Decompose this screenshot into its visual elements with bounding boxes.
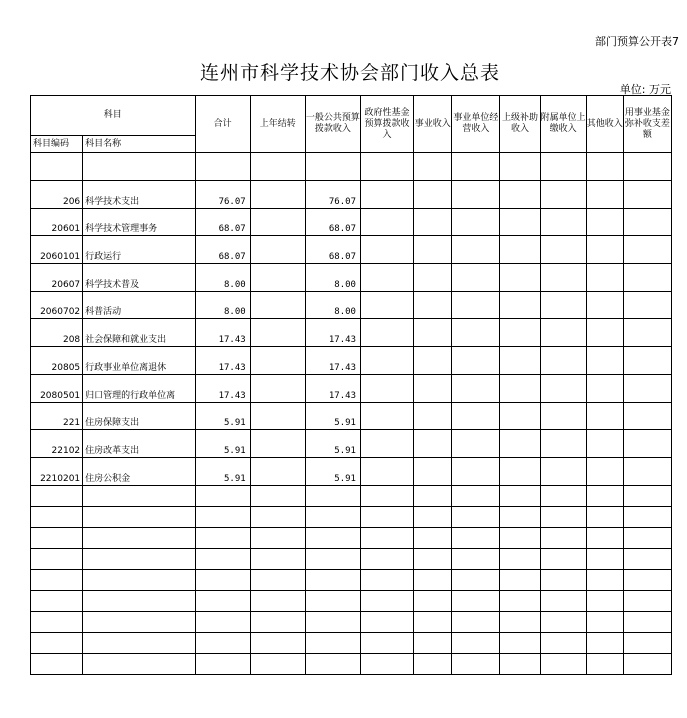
table-cell — [500, 590, 540, 611]
table-cell — [586, 264, 623, 292]
table-cell — [414, 485, 452, 506]
table-cell — [452, 653, 500, 674]
empty-row — [31, 611, 672, 632]
table-cell — [500, 208, 540, 236]
subject-code-header: 科目编码 — [31, 136, 83, 153]
table-cell — [500, 653, 540, 674]
table-row — [31, 264, 672, 292]
table-cell — [586, 590, 623, 611]
table-cell — [540, 181, 586, 209]
table-cell — [540, 291, 586, 319]
spacer-row — [31, 153, 672, 181]
table-cell — [360, 402, 413, 430]
general-budget-cell: 8.00 — [305, 291, 360, 319]
table-cell — [414, 153, 452, 181]
table-cell — [540, 347, 586, 375]
table-cell — [623, 548, 671, 569]
carryover-cell — [250, 236, 305, 264]
total-cell: 5.91 — [195, 457, 250, 485]
table-cell — [623, 457, 671, 485]
subject-name-header: 科目名称 — [83, 136, 195, 153]
column-header-operating-income: 事业单位经营收入 — [452, 96, 500, 153]
table-cell — [195, 590, 250, 611]
column-header-total: 合计 — [195, 96, 250, 153]
table-cell — [623, 236, 671, 264]
table-cell — [540, 319, 586, 347]
income-summary-table — [30, 95, 672, 675]
table-cell — [586, 181, 623, 209]
table-cell — [540, 208, 586, 236]
general-budget-cell: 17.43 — [305, 319, 360, 347]
table-cell — [586, 291, 623, 319]
table-cell — [31, 590, 83, 611]
table-cell — [500, 457, 540, 485]
table-cell — [414, 236, 452, 264]
general-budget-cell: 8.00 — [305, 264, 360, 292]
carryover-cell — [250, 430, 305, 458]
general-budget-cell: 5.91 — [305, 402, 360, 430]
table-cell — [305, 653, 360, 674]
table-cell — [452, 153, 500, 181]
table-cell — [360, 374, 413, 402]
subject-code-cell: 2060101 — [31, 236, 83, 264]
table-cell — [195, 153, 250, 181]
table-cell — [623, 181, 671, 209]
table-cell — [623, 264, 671, 292]
table-cell — [452, 374, 500, 402]
table-cell — [83, 485, 195, 506]
table-cell — [360, 548, 413, 569]
carryover-cell — [250, 208, 305, 236]
table-cell — [195, 548, 250, 569]
table-cell — [586, 208, 623, 236]
general-budget-cell: 5.91 — [305, 457, 360, 485]
table-cell — [195, 653, 250, 674]
table-cell — [540, 457, 586, 485]
table-cell — [414, 430, 452, 458]
empty-row — [31, 653, 672, 674]
table-cell — [586, 485, 623, 506]
table-cell — [540, 548, 586, 569]
table-cell — [360, 430, 413, 458]
table-cell — [586, 236, 623, 264]
table-cell — [586, 548, 623, 569]
table-cell — [360, 291, 413, 319]
table-cell — [586, 430, 623, 458]
table-cell — [586, 527, 623, 548]
subject-name-cell: 社会保障和就业支出 — [83, 319, 195, 347]
table-cell — [500, 264, 540, 292]
column-header-other-income: 其他收入 — [586, 96, 623, 153]
table-cell — [195, 506, 250, 527]
table-cell — [452, 291, 500, 319]
table-cell — [31, 611, 83, 632]
table-cell — [305, 611, 360, 632]
table-cell — [586, 347, 623, 375]
table-cell — [452, 527, 500, 548]
table-cell — [500, 402, 540, 430]
table-cell — [31, 548, 83, 569]
table-cell — [540, 264, 586, 292]
column-header-fund-budget: 政府性基金预算拨款收入 — [360, 96, 413, 153]
subject-code-cell: 22102 — [31, 430, 83, 458]
table-cell — [83, 611, 195, 632]
subject-name-cell: 住房保障支出 — [83, 402, 195, 430]
table-row — [31, 291, 672, 319]
table-cell — [414, 402, 452, 430]
table-cell — [360, 264, 413, 292]
table-cell — [500, 569, 540, 590]
column-header-business-income: 事业收入 — [414, 96, 452, 153]
table-cell — [623, 653, 671, 674]
subject-name-cell: 科学技术支出 — [83, 181, 195, 209]
table-cell — [500, 548, 540, 569]
table-cell — [623, 347, 671, 375]
table-cell — [83, 527, 195, 548]
table-cell — [414, 457, 452, 485]
table-cell — [623, 153, 671, 181]
general-budget-cell: 68.07 — [305, 208, 360, 236]
table-cell — [586, 569, 623, 590]
table-row — [31, 374, 672, 402]
table-cell — [452, 181, 500, 209]
total-cell: 76.07 — [195, 181, 250, 209]
subject-name-cell: 行政事业单位离退休 — [83, 347, 195, 375]
table-cell — [360, 569, 413, 590]
table-cell — [83, 590, 195, 611]
table-cell — [500, 291, 540, 319]
column-header-affiliated-payment: 附属单位上缴收入 — [540, 96, 586, 153]
table-cell — [83, 653, 195, 674]
table-row — [31, 236, 672, 264]
table-cell — [31, 485, 83, 506]
table-cell — [623, 590, 671, 611]
table-cell — [586, 632, 623, 653]
table-cell — [31, 506, 83, 527]
page-title: 连州市科学技术协会部门收入总表 — [199, 62, 500, 84]
table-row — [31, 457, 672, 485]
subject-name-cell: 科学技术管理事务 — [83, 208, 195, 236]
table-cell — [83, 632, 195, 653]
table-cell — [452, 347, 500, 375]
table-cell — [360, 527, 413, 548]
table-row — [31, 181, 672, 209]
table-cell — [250, 485, 305, 506]
total-cell: 8.00 — [195, 264, 250, 292]
table-cell — [250, 653, 305, 674]
table-cell — [452, 402, 500, 430]
subject-code-cell: 206 — [31, 181, 83, 209]
table-cell — [623, 485, 671, 506]
table-cell — [360, 153, 413, 181]
table-cell — [500, 236, 540, 264]
table-cell — [540, 430, 586, 458]
table-cell — [195, 485, 250, 506]
table-cell — [540, 153, 586, 181]
table-cell — [360, 347, 413, 375]
table-cell — [83, 153, 195, 181]
table-cell — [360, 319, 413, 347]
table-cell — [31, 569, 83, 590]
table-cell — [623, 632, 671, 653]
table-cell — [414, 590, 452, 611]
table-cell — [586, 153, 623, 181]
table-cell — [414, 569, 452, 590]
table-cell — [500, 374, 540, 402]
table-cell — [31, 153, 83, 181]
form-number-label: 部门预算公开表7 — [595, 35, 679, 48]
table-cell — [360, 485, 413, 506]
table-cell — [623, 402, 671, 430]
table-cell — [500, 506, 540, 527]
total-cell: 68.07 — [195, 236, 250, 264]
table-cell — [414, 527, 452, 548]
table-cell — [500, 347, 540, 375]
table-cell — [414, 181, 452, 209]
table-cell — [586, 457, 623, 485]
table-cell — [414, 548, 452, 569]
table-cell — [250, 632, 305, 653]
total-cell: 8.00 — [195, 291, 250, 319]
subject-code-cell: 221 — [31, 402, 83, 430]
table-cell — [452, 430, 500, 458]
subject-name-cell: 行政运行 — [83, 236, 195, 264]
table-cell — [623, 291, 671, 319]
table-cell — [452, 611, 500, 632]
table-cell — [540, 590, 586, 611]
table-cell — [586, 319, 623, 347]
table-cell — [586, 653, 623, 674]
table-cell — [360, 590, 413, 611]
carryover-cell — [250, 457, 305, 485]
table-cell — [250, 611, 305, 632]
table-cell — [623, 374, 671, 402]
table-cell — [414, 264, 452, 292]
table-cell — [623, 527, 671, 548]
table-cell — [500, 319, 540, 347]
table-cell — [540, 653, 586, 674]
table-cell — [195, 632, 250, 653]
table-cell — [586, 611, 623, 632]
empty-row — [31, 590, 672, 611]
table-cell — [540, 569, 586, 590]
table-cell — [452, 485, 500, 506]
subject-code-cell: 20607 — [31, 264, 83, 292]
table-cell — [414, 374, 452, 402]
table-cell — [586, 506, 623, 527]
table-cell — [414, 506, 452, 527]
table-cell — [360, 181, 413, 209]
table-cell — [452, 590, 500, 611]
table-cell — [83, 548, 195, 569]
table-cell — [414, 632, 452, 653]
table-cell — [305, 485, 360, 506]
table-cell — [623, 569, 671, 590]
subject-name-cell: 住房改革支出 — [83, 430, 195, 458]
table-cell — [540, 402, 586, 430]
carryover-cell — [250, 347, 305, 375]
empty-row — [31, 485, 672, 506]
total-cell: 5.91 — [195, 402, 250, 430]
table-cell — [250, 527, 305, 548]
table-row — [31, 402, 672, 430]
table-cell — [414, 653, 452, 674]
empty-row — [31, 569, 672, 590]
table-cell — [500, 181, 540, 209]
carryover-cell — [250, 291, 305, 319]
total-cell: 17.43 — [195, 347, 250, 375]
table-cell — [586, 402, 623, 430]
table-cell — [414, 291, 452, 319]
table-cell — [500, 527, 540, 548]
subject-code-cell: 208 — [31, 319, 83, 347]
table-row — [31, 430, 672, 458]
subject-code-cell: 2080501 — [31, 374, 83, 402]
table-cell — [360, 611, 413, 632]
table-cell — [360, 632, 413, 653]
table-cell — [414, 319, 452, 347]
table-cell — [623, 430, 671, 458]
table-cell — [540, 506, 586, 527]
column-header-carryover: 上年结转 — [250, 96, 305, 153]
table-cell — [452, 457, 500, 485]
table-cell — [305, 569, 360, 590]
table-cell — [250, 590, 305, 611]
table-cell — [250, 548, 305, 569]
subject-code-cell: 2060702 — [31, 291, 83, 319]
table-cell — [250, 569, 305, 590]
empty-row — [31, 548, 672, 569]
table-cell — [360, 457, 413, 485]
table-cell — [540, 485, 586, 506]
subject-code-cell: 20601 — [31, 208, 83, 236]
table-cell — [305, 590, 360, 611]
table-cell — [360, 506, 413, 527]
table-cell — [452, 506, 500, 527]
unit-label: 单位: 万元 — [619, 83, 671, 96]
table-cell — [414, 208, 452, 236]
total-cell: 17.43 — [195, 374, 250, 402]
table-cell — [540, 527, 586, 548]
column-header-fund-offset: 用事业基金弥补收支差额 — [623, 96, 671, 153]
carryover-cell — [250, 264, 305, 292]
empty-row — [31, 527, 672, 548]
table-cell — [250, 506, 305, 527]
table-cell — [83, 569, 195, 590]
table-row — [31, 347, 672, 375]
header-row — [31, 96, 672, 136]
table-cell — [452, 208, 500, 236]
table-cell — [195, 569, 250, 590]
carryover-cell — [250, 319, 305, 347]
total-cell: 5.91 — [195, 430, 250, 458]
general-budget-cell: 17.43 — [305, 347, 360, 375]
table-cell — [360, 208, 413, 236]
table-cell — [31, 527, 83, 548]
table-cell — [500, 430, 540, 458]
table-cell — [540, 632, 586, 653]
table-cell — [623, 611, 671, 632]
subject-name-cell: 科普活动 — [83, 291, 195, 319]
table-cell — [623, 319, 671, 347]
table-cell — [623, 506, 671, 527]
subject-header: 科目 — [31, 96, 196, 136]
carryover-cell — [250, 374, 305, 402]
table-cell — [305, 506, 360, 527]
subject-name-cell: 科学技术普及 — [83, 264, 195, 292]
total-cell: 68.07 — [195, 208, 250, 236]
subject-code-cell: 20805 — [31, 347, 83, 375]
carryover-cell — [250, 402, 305, 430]
table-cell — [360, 653, 413, 674]
empty-row — [31, 506, 672, 527]
column-header-general-budget: 一般公共预算拨款收入 — [305, 96, 360, 153]
table-cell — [500, 611, 540, 632]
column-header-superior-subsidy: 上级补助收入 — [500, 96, 540, 153]
table-cell — [31, 653, 83, 674]
table-cell — [360, 236, 413, 264]
table-cell — [31, 632, 83, 653]
table-cell — [305, 632, 360, 653]
general-budget-cell: 17.43 — [305, 374, 360, 402]
table-cell — [540, 236, 586, 264]
subject-name-cell: 归口管理的行政单位离 — [83, 374, 195, 402]
subject-name-cell: 住房公积金 — [83, 457, 195, 485]
table-cell — [452, 548, 500, 569]
table-cell — [83, 506, 195, 527]
table-row — [31, 319, 672, 347]
table-cell — [540, 374, 586, 402]
general-budget-cell: 5.91 — [305, 430, 360, 458]
table-cell — [305, 153, 360, 181]
table-cell — [452, 632, 500, 653]
table-cell — [195, 527, 250, 548]
empty-row — [31, 632, 672, 653]
subject-code-cell: 2210201 — [31, 457, 83, 485]
total-cell: 17.43 — [195, 319, 250, 347]
table-cell — [500, 485, 540, 506]
table-cell — [540, 611, 586, 632]
table-cell — [623, 208, 671, 236]
table-cell — [195, 611, 250, 632]
table-row — [31, 208, 672, 236]
carryover-cell — [250, 181, 305, 209]
table-cell — [586, 374, 623, 402]
table-cell — [452, 236, 500, 264]
table-cell — [305, 548, 360, 569]
table-cell — [452, 569, 500, 590]
table-cell — [250, 153, 305, 181]
table-cell — [305, 527, 360, 548]
general-budget-cell: 68.07 — [305, 236, 360, 264]
table-cell — [414, 347, 452, 375]
table-cell — [452, 319, 500, 347]
table-cell — [414, 611, 452, 632]
table-cell — [500, 153, 540, 181]
table-cell — [452, 264, 500, 292]
general-budget-cell: 76.07 — [305, 181, 360, 209]
table-cell — [500, 632, 540, 653]
